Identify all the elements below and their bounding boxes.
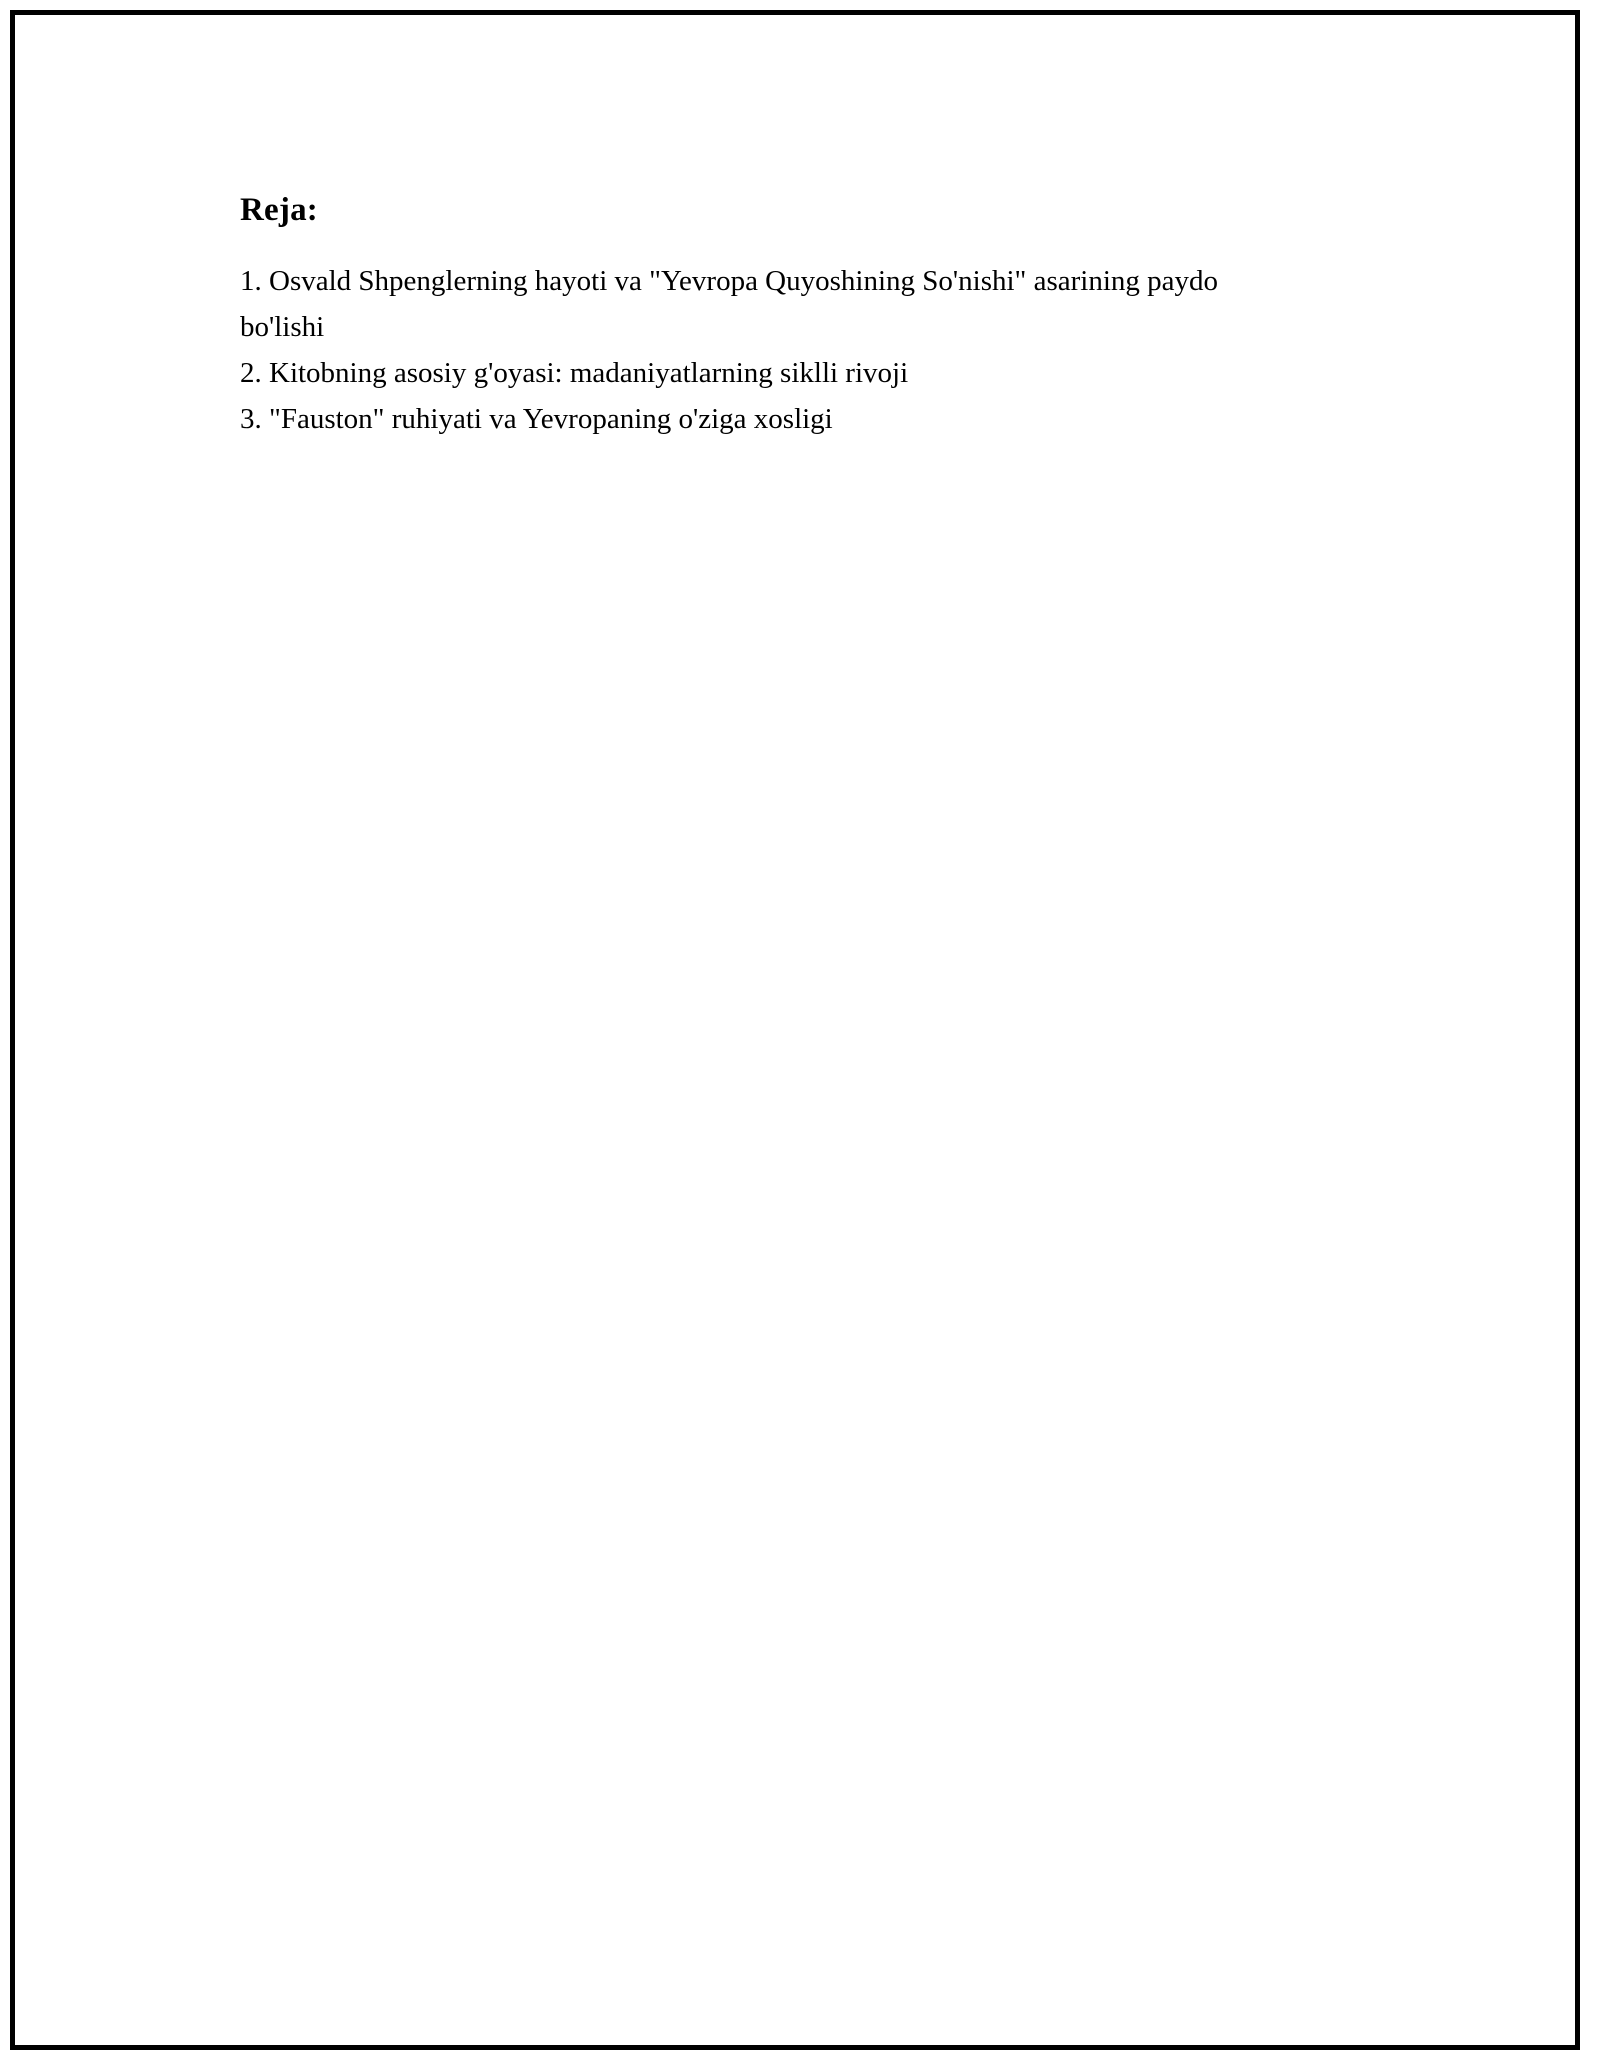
plan-list	[240, 259, 1340, 442]
list-item: 3. "Fauston" ruhiyati va Yevropaning o'ziga xosligi	[240, 402, 833, 435]
list-item: 1. Osvald Shpenglerning hayoti va "Yevropa Quyoshining So'nishi" asarining paydo bo'lishi	[240, 265, 1219, 344]
document-content	[240, 190, 1340, 443]
document-page	[15, 15, 1575, 2045]
list-item: 2. Kitobning asosiy g'oyasi: madaniyatlarning siklli rivoji	[240, 356, 909, 389]
page-title: Reja:	[240, 192, 318, 228]
document-page-border	[10, 10, 1580, 2050]
